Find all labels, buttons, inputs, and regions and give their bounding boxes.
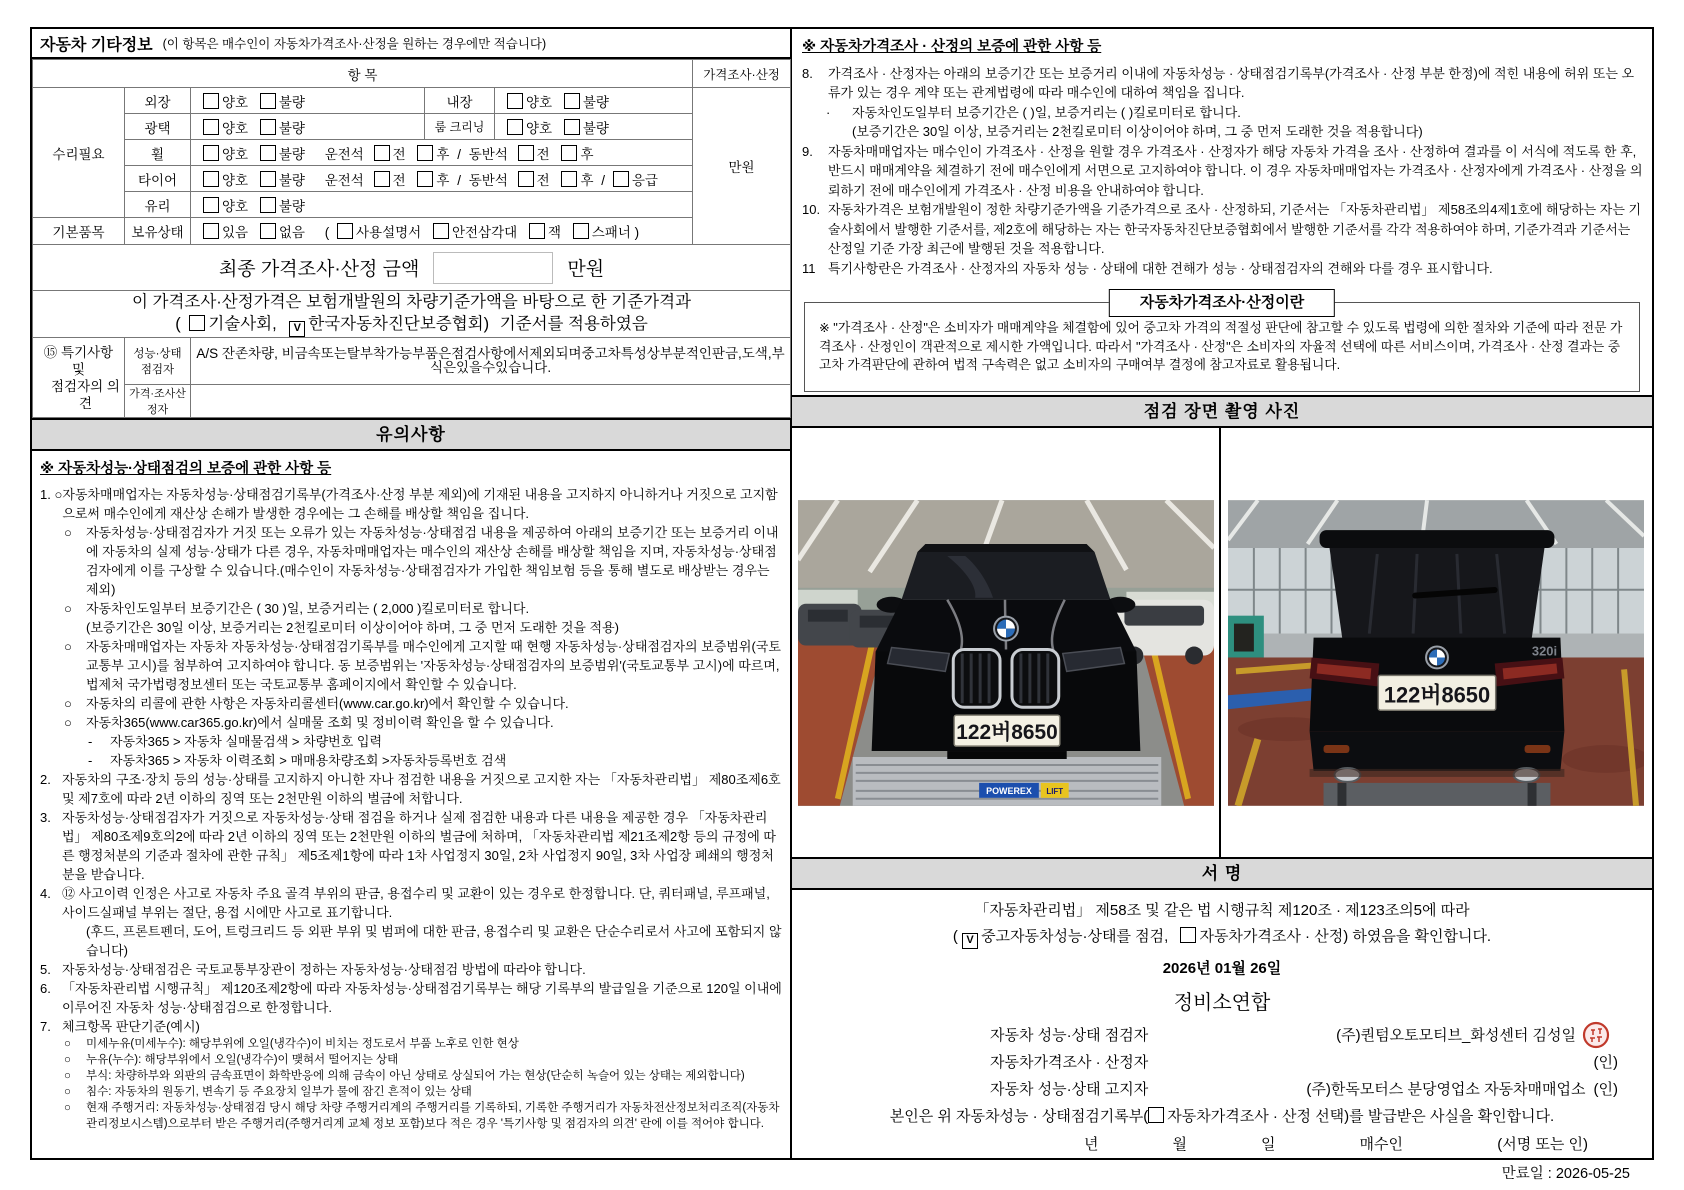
note-item (802, 142, 1644, 201)
buyer-confirm-line (792, 1102, 1652, 1126)
polish-bad-label: 불량 (278, 120, 305, 136)
note-item-text: 현재 주행거리: 자동차성능·상태점검 당시 해당 차량 주행거리계의 주행거리를 기록하되, 기록한 주행거리가 자동차전산정보처리조직(자동차관리정보시스템)으로부터 받은 주행거리(주행거리계 교체 정보 포함)보다 적은 경우 '특기사항 및 점검자의 의견' 란에 이를 적어야 합니다. (86, 1102, 780, 1130)
korean-name-seal (1582, 1021, 1610, 1049)
buyer-appraisal-label: 자동차가격조사 · 산정 선택 (1167, 1108, 1345, 1125)
buyer-day-label: 일 (1261, 1136, 1276, 1153)
polish-bad-checkbox[interactable] (260, 119, 276, 135)
note-item-marker (64, 618, 86, 637)
basis-line2 (36, 313, 787, 337)
bmw-roundel-rear (1426, 647, 1448, 669)
note-item (40, 979, 782, 1017)
tire-passenger-rear-checkbox[interactable] (561, 171, 577, 187)
interior-options (495, 88, 693, 114)
caution-section-bar: 유의사항 (32, 418, 790, 451)
note-item (88, 751, 782, 770)
tire-options (191, 166, 693, 192)
note-item-text: 자동차성능·상태점검자가 거짓으로 자동차성능·상태 점검을 하거나 실제 점검한 내용과 다른 내용을 제공한 경우 「자동차관리법」 제80조제9호의2에 따라 2년 이하의 징역 또는 2천만원 이하의 벌금에 처하며, 「자동차관리법 제21조제2항 등의 규정에 따른 행정처분의 기준과 절차에 관한 규칙」 제5조제1항에 따라 1차 사업정지 30일, 2차 사업정지 90일, 3차 사업장 폐쇄의 행정처분을 받습니다. (62, 810, 776, 882)
basis-lparen: ( (175, 315, 181, 333)
tire-passenger-front-label: 전 (536, 172, 550, 188)
polish-good-checkbox[interactable] (203, 119, 219, 135)
wheel-passenger-front-checkbox[interactable] (518, 145, 534, 161)
signature-row-seal-mark: (인) (1593, 1081, 1618, 1098)
other-info-table (32, 59, 791, 418)
exterior-good-checkbox[interactable] (203, 93, 219, 109)
note-item (40, 884, 782, 922)
room-cleaning-options (495, 114, 693, 140)
sign-lparen: ( (952, 928, 958, 945)
buyer-sign-or-seal-label: (서명 또는 인) (1497, 1136, 1588, 1153)
left-column (32, 29, 792, 1158)
performance-warranty-list (40, 485, 782, 1132)
signature-section (792, 890, 1652, 1182)
wheel-good-checkbox[interactable] (203, 145, 219, 161)
note-item (64, 1100, 782, 1132)
performance-warranty-heading: ※ 자동차성능·상태점검의 보증에 관한 사항 등 (40, 461, 332, 477)
basis-row (33, 291, 791, 338)
note-item-marker: ○ (64, 1038, 71, 1050)
lift-badge (979, 783, 1069, 798)
note-item-text: 부식: 차량하부와 외판의 금속표면이 화학반응에 의해 금속이 아닌 상태로 상실되어 가는 현상(단순히 녹슬어 있는 상태는 제외합니다) (86, 1070, 745, 1082)
note-item-marker: ○ (64, 1054, 71, 1066)
repair-category-label: 수리필요 (33, 88, 125, 218)
price-col-header: 가격조사·산정 (693, 60, 791, 88)
note-item (64, 523, 782, 599)
appraiser-opinion-text (191, 385, 791, 418)
tire-passenger-rear-label: 후 (580, 172, 594, 188)
tire-passenger-front-checkbox[interactable] (518, 171, 534, 187)
note-item-marker: ○ (64, 715, 72, 730)
note-item (64, 1052, 782, 1068)
appraisal-definition-box (804, 294, 1640, 392)
note-item-text: 자동차매매업자는 자동차 자동차성능·상태점검기록부를 매수인에게 고지할 때 현행 자동차성능·상태점검자의 보증범위(국토교통부 고시)를 첨부하여 고지하여야 합니다. 동 보증범위는 '자동차성능·상태점검자의 보증범위'(국토교통부 고시)에 따르며, 법제처 국가법령정보센터 또는 국토교통부 홈페이지에서 확인할 수 있습니다. (86, 639, 781, 692)
note-item (40, 485, 782, 523)
exterior-bad-label: 불량 (278, 94, 305, 110)
final-price-label: 최종 가격조사·산정 금액 (218, 259, 420, 280)
basic-have-label: 있음 (222, 225, 249, 240)
wheel-bad-label: 불량 (278, 146, 305, 162)
note-item-marker: 5. (40, 962, 51, 977)
photo-cell-rear (1221, 428, 1650, 857)
note-item (826, 122, 1644, 142)
note-item-text: 자동차의 구조·장치 등의 성능·상태를 고지하지 아니한 자나 점검한 내용을 거짓으로 고지한 자는 「자동차관리법」 제80조제6호 및 제7호에 따라 2년 이하의 징역 또는 2천만원 이하의 벌금에 처합니다. (62, 772, 781, 806)
appraisal-definition-title: 자동차가격조사·산정이란 (1109, 289, 1335, 317)
note-item-text: (보증기간은 30일 이상, 보증거리는 2천킬로미터 이상이어야 하며, 그 중 먼저 도래한 것을 적용합니다) (852, 124, 1423, 139)
performance-check-checkbox[interactable]: V (962, 933, 978, 949)
note-item (64, 694, 782, 713)
signature-row (792, 1075, 1652, 1102)
buyer-confirm-post: )를 발급받은 사실을 확인합니다. (1344, 1108, 1555, 1125)
signature-organization: 정비소연합 (1173, 992, 1271, 1014)
basic-none-label: 없음 (278, 225, 305, 240)
basic-rparen: ) (634, 225, 640, 240)
note-item-text: ⑫ 사고이력 인정은 사고로 자동차 주요 골격 부위의 판금, 용접수리 및 교환이 있는 경우로 한정합니다. 단, 쿼터패널, 루프패널, 사이드실패널 부위는 절단, 용접 시에만 사고로 표기합니다. (62, 886, 770, 920)
manual-label: 사용설명서 (355, 225, 422, 240)
wheel-driver-rear-checkbox[interactable] (417, 145, 433, 161)
note-item-marker: 7. (40, 1019, 51, 1034)
signature-law-line: 「자동차관리법」 제58조 및 같은 법 시행규칙 제120조 · 제123조의5에 따라 (974, 902, 1470, 919)
price-appraisal-notes (792, 29, 1652, 395)
price-appraisal-list (802, 64, 1644, 279)
tire-emergency-checkbox[interactable] (613, 171, 629, 187)
wheel-driver-front-checkbox[interactable] (374, 145, 390, 161)
interior-good-checkbox[interactable] (507, 93, 523, 109)
exterior-good-label: 양호 (222, 94, 249, 110)
note-item-marker (64, 922, 86, 960)
signature-row-label: 자동차 성능·상태 점검자 (990, 1027, 1149, 1044)
tire-slash: / (457, 172, 461, 188)
note-item-text: 「자동차관리법 시행규칙」 제120조제2항에 따라 자동차성능·상태점검기록부는 해당 기록부의 발급일을 기준으로 120일 이내에 이루어진 자동차 성능·상태점검으로 한정합니다. (62, 981, 782, 1015)
tire-bad-checkbox[interactable] (260, 171, 276, 187)
note-item-text: 자동차매매업자는 자동차성능·상태점검기록부(가격조사·산정 부분 제외)에 기재된 내용을 고지하지 아니하거나 거짓으로 고지함으로써 매수인에게 재산상 손해가 발생한 경우에는 그 손해를 배상할 책임을 집니다. (62, 487, 778, 521)
polish-options (191, 114, 425, 140)
note-item (64, 922, 782, 960)
price-unit-cell: 만원 (693, 88, 791, 245)
note-item-marker: ○ (64, 696, 72, 711)
note-item-marker: 8. (802, 65, 813, 81)
wheel-driver-label: 운전석 (324, 146, 364, 162)
note-item (802, 64, 1644, 103)
tire-driver-front-checkbox[interactable] (374, 171, 390, 187)
tire-driver-rear-label: 후 (436, 172, 450, 188)
tech-society-checkbox[interactable] (189, 315, 205, 331)
note-item-marker: ○ (64, 639, 72, 654)
signature-row-value: (주)한독모터스 분당영업소 자동차매매업소 (1306, 1081, 1586, 1098)
note-item (64, 599, 782, 618)
room-cleaning-bad-label: 불량 (582, 120, 609, 136)
note-item-text: 체크항목 판단기준(예시) (62, 1019, 200, 1034)
note-item-marker: 9. (802, 143, 813, 159)
signature-rows (792, 1015, 1652, 1102)
note-item-marker: - (88, 734, 93, 749)
wheel-driver-rear-label: 후 (436, 146, 450, 162)
tire-bad-label: 불량 (278, 172, 305, 188)
exterior-options (191, 88, 425, 114)
tire-label: 타이어 (125, 166, 191, 192)
inspector-opinion-text: A/S 잔존차량, 비금속또는탈부착가능부품은점검사항에서제외되며중고차특성상부분적인판금,도색,부식은있을수있습니다. (191, 338, 791, 385)
note-item (64, 637, 782, 694)
exterior-label: 외장 (125, 88, 191, 114)
wheel-passenger-front-label: 전 (536, 146, 550, 162)
wheel-slash: / (457, 146, 461, 162)
note-item-text: 자동차성능·상태점검은 국토교통부장관이 정하는 자동차성능·상태점검 방법에 따라야 합니다. (62, 962, 586, 977)
spanner-checkbox[interactable] (573, 223, 589, 239)
inspection-photos (792, 428, 1652, 857)
other-info-header (32, 29, 790, 59)
tire-good-label: 양호 (222, 172, 249, 188)
bmw-roundel-front (994, 617, 1018, 641)
interior-bad-label: 불량 (582, 94, 609, 110)
basis-line1: 이 가격조사·산정가격은 보험개발원의 차량기준가액을 바탕으로 한 기준가격과 (132, 293, 692, 311)
note-item (40, 770, 782, 808)
glass-label: 유리 (125, 192, 191, 218)
buyer-month-label: 월 (1172, 1136, 1187, 1153)
wheel-passenger-rear-label: 후 (580, 146, 594, 162)
inspector-opinion-label: 성능·상태점검자 (125, 338, 191, 385)
jack-checkbox[interactable] (529, 223, 545, 239)
special-notes-category (33, 338, 125, 418)
signature-row-label: 자동차가격조사 · 산정자 (990, 1054, 1149, 1071)
note-item-text: 미세누유(미세누수): 해당부위에 오일(냉각수)이 비치는 정도로서 부품 노후로 인한 현상 (86, 1038, 519, 1050)
glass-bad-label: 불량 (278, 198, 305, 214)
note-item (40, 1017, 782, 1036)
note-item-text: 침수: 자동차의 원동기, 변속기 등 주요장치 일부가 물에 잠긴 흔적이 있는 상태 (86, 1086, 472, 1098)
interior-good-label: 양호 (526, 94, 553, 110)
buyer-appraisal-checkbox[interactable] (1148, 1107, 1164, 1123)
interior-label: 내장 (425, 88, 495, 114)
rear-plate-number: 122버8650 (1383, 682, 1490, 708)
room-cleaning-bad-checkbox[interactable] (564, 119, 580, 135)
signature-section-bar: 서 명 (792, 857, 1652, 890)
signature-row (792, 1048, 1652, 1075)
signature-confirm-line (792, 920, 1652, 949)
note-item-marker: 6. (40, 981, 51, 996)
wheel-bad-checkbox[interactable] (260, 145, 276, 161)
performance-warranty-notes (32, 451, 790, 1132)
glass-options (191, 192, 693, 218)
glass-good-label: 양호 (222, 198, 249, 214)
note-item-text: 자동차365 > 자동차 실매물검색 > 차량번호 입력 (110, 734, 383, 749)
glass-bad-checkbox[interactable] (260, 197, 276, 213)
triangle-label: 안전삼각대 (451, 225, 518, 240)
tire-good-checkbox[interactable] (203, 171, 219, 187)
possession-label: 보유상태 (125, 218, 191, 245)
right-column (792, 29, 1652, 1182)
final-price-unit: 만원 (567, 259, 605, 280)
interior-bad-checkbox[interactable] (564, 93, 580, 109)
wheel-options (191, 140, 693, 166)
polish-good-label: 양호 (222, 120, 249, 136)
appraiser-opinion-label: 가격·조사산정자 (125, 385, 191, 418)
note-item (64, 618, 782, 637)
wheel-passenger-rear-checkbox[interactable] (561, 145, 577, 161)
note-item-marker: ○ (64, 525, 72, 540)
note-item-marker: 3. (40, 810, 51, 825)
lift-brand-text: POWEREX (985, 785, 1032, 796)
note-item (40, 960, 782, 979)
signature-date: 2026년 01월 26일 (1162, 960, 1282, 977)
items-header: 항 목 (33, 60, 693, 88)
tire-driver-rear-checkbox[interactable] (417, 171, 433, 187)
note-item (64, 1084, 782, 1100)
note-item (802, 259, 1644, 279)
note-item-marker: 2. (40, 772, 51, 787)
model-badge: 320i (1531, 643, 1557, 659)
note-item-marker: - (88, 753, 93, 768)
note-item-marker: 11 (802, 260, 816, 276)
front-plate-number: 122버8650 (955, 721, 1058, 745)
wheel-passenger-label: 동반석 (468, 146, 508, 162)
note-item-text: 자동차인도일부터 보증기간은 ( )일, 보증거리는 ( )킬로미터로 합니다. (852, 104, 1241, 120)
note-item (64, 1036, 782, 1052)
wheel-driver-front-label: 전 (392, 146, 406, 162)
note-item-marker: 10. (802, 202, 821, 217)
tire-driver-label: 운전석 (324, 172, 364, 188)
tire-passenger-label: 동반석 (468, 172, 508, 188)
note-item (802, 200, 1644, 259)
jack-label: 잭 (547, 225, 561, 240)
note-item-text: (보증기간은 30일 이상, 보증거리는 2천킬로미터 이상이어야 하며, 그 중 먼저 도래한 것을 적용) (86, 620, 620, 635)
note-item-marker: ○ (64, 1102, 71, 1114)
note-item (88, 732, 782, 751)
buyer-label: 매수인 (1359, 1136, 1403, 1153)
special-notes-cat-line2: 점검자의 의견 (51, 378, 120, 411)
room-cleaning-label: 룸 크리닝 (425, 114, 495, 140)
note-item (64, 1068, 782, 1084)
inspection-photo-front (798, 500, 1214, 806)
vehicle-record-form (30, 27, 1654, 1182)
polish-label: 광택 (125, 114, 191, 140)
buyer-confirm-pre: 본인은 위 자동차성능 · 상태점검기록부( (889, 1108, 1149, 1125)
final-price-row (33, 245, 791, 291)
note-item-text: 자동차가격은 보험개발원이 정한 차량기준가액을 기준가격으로 조사 · 산정하되, 기준서는 「자동차관리법」 제58조의4제1호에 해당하는 자는 기술사회에서 발행한 기준서를, 제2호에 해당하는 자는 한국자동차진단보증협회에서 발행한 기준서를 각각 적용하여야 하며, 기준가격과 기준서는 산정일 기준 가장 최근에 발행된 것을 적용합니다. (828, 202, 1642, 256)
inspection-photo-rear (1228, 500, 1644, 806)
exterior-bad-checkbox[interactable] (260, 93, 276, 109)
note-item-text: 자동차의 리콜에 관한 사항은 자동차리콜센터(www.car.go.kr)에서 확인할 수 있습니다. (86, 696, 569, 711)
buyer-signature-line (792, 1126, 1652, 1154)
room-cleaning-good-label: 양호 (526, 120, 553, 136)
note-item (826, 103, 1644, 123)
photo-cell-front (792, 428, 1221, 857)
note-item-marker (826, 122, 852, 142)
signature-row-label: 자동차 성능·상태 고지자 (990, 1081, 1149, 1098)
note-item-text: (후드, 프론트펜더, 도어, 트렁크리드 등 외판 부위 및 범퍼에 대한 판금, 용접수리 및 교환은 단순수리로서 사고에 포함되지 않습니다) (86, 924, 782, 958)
note-item-text: 자동차365(www.car365.go.kr)에서 실매물 조회 및 정비이력 확인을 할 수 있습니다. (86, 715, 554, 730)
basic-lparen: ( (324, 225, 330, 240)
note-item (40, 808, 782, 884)
tech-society-label: 기술사회, (208, 315, 277, 333)
wheel-good-label: 양호 (222, 146, 249, 162)
price-appraisal-checkbox[interactable] (1180, 927, 1196, 943)
note-item-text: 특기사항란은 가격조사 · 산정자의 자동차 성능 · 상태에 대한 견해가 성능 · 상태점검자의 견해와 다를 경우 표시합니다. (828, 260, 1493, 276)
note-item (64, 713, 782, 732)
signature-row-seal-mark: (인) (1593, 1054, 1618, 1071)
performance-check-label: 중고자동차성능·상태를 점검, (981, 928, 1169, 945)
appraisal-definition-text: ※ "가격조사 · 산정"은 소비자가 매매계약을 체결함에 있어 중고차 가격의 적절성 판단에 참고할 수 있도록 법령에 의한 절차와 기준에 따라 전문 가격조사 · 산정인이 객관적으로 제시한 가액입니다. 따라서 "가격조사 · 산정"은 소비자의 자율적 선택에 따른 서비스이며, 가격조사 · 산정 결과는 중고차 가격판단에 관하여 법적 구속력은 없고 소비자의 구매여부 결정에 참고자료로 활용됩니다. (819, 320, 1623, 372)
other-info-subtitle: (이 항목은 매수인이 자동차가격조사·산정을 원하는 경우에만 적습니다) (162, 37, 547, 51)
special-notes-cat-line1: ⑮ 특기사항 및 (43, 344, 114, 377)
triangle-checkbox[interactable] (433, 223, 449, 239)
kada-label: 한국자동차진단보증협회) (308, 315, 490, 333)
note-item-text: 자동차365 > 자동차 이력조회 > 매매용차량조회 >자동차등록번호 검색 (110, 753, 507, 768)
note-item-text: 자동차인도일부터 보증기간은 ( 30 )일, 보증거리는 ( 2,000 )킬로미터로 합니다. (86, 601, 530, 616)
note-item-text: 자동차성능·상태점검자가 거짓 또는 오류가 있는 자동차성능·상태점검 내용을 제공하여 아래의 보증기간 또는 보증거리 이내에 자동차의 실제 성능·상태가 다른 경우, 자동차매매업자는 매수인의 재산상 손해를 배상할 책임을 지며, 자동차성능·상태점검자에게 이를 구상할 수 있습니다.(매수인이 자동차성능·상태점검자가 가입한 책임보험 등을 통해 별도로 배상받는 경우는 제외) (86, 525, 779, 597)
signature-row-value: (주)퀀텀오토모티브_화성센터 김성일 (1336, 1027, 1576, 1044)
note-item-marker: ○ (64, 1070, 71, 1082)
other-info-title: 자동차 기타정보 (40, 36, 153, 54)
glass-good-checkbox[interactable] (203, 197, 219, 213)
note-item-marker: · (826, 104, 831, 120)
expiry-date: 만료일 : 2026-05-25 (1501, 1166, 1630, 1182)
spanner-label: 스패너 (591, 225, 631, 240)
note-item-marker: 4. (40, 886, 51, 901)
tire-driver-front-label: 전 (392, 172, 406, 188)
basic-none-checkbox[interactable] (260, 223, 276, 239)
photo-section-bar: 점검 장면 촬영 사진 (792, 395, 1652, 428)
note-item-marker: ○ (64, 1086, 71, 1098)
price-appraisal-label: 자동차가격조사 · 산정) 하였음을 확인합니다. (1199, 928, 1492, 945)
room-cleaning-good-checkbox[interactable] (507, 119, 523, 135)
basic-have-checkbox[interactable] (203, 223, 219, 239)
basis-tail: 기준서를 적용하였음 (499, 315, 648, 333)
wheel-label: 휠 (125, 140, 191, 166)
basic-items-options (191, 218, 693, 245)
price-appraisal-heading: ※ 자동차가격조사 · 산정의 보증에 관한 사항 등 (802, 39, 1102, 55)
note-item-marker: 1. ○ (40, 487, 63, 502)
basic-items-label: 기본품목 (33, 218, 125, 245)
note-item-text: 누유(누수): 해당부위에서 오일(냉각수)이 맺혀서 떨어지는 상태 (86, 1054, 399, 1066)
tire-emergency-label: 응급 (631, 172, 658, 188)
kada-checkbox[interactable]: V (289, 321, 305, 337)
lift-label-text: LIFT (1045, 786, 1063, 796)
tire-slash2: / (601, 172, 606, 188)
signature-row (792, 1021, 1652, 1048)
note-item-marker: ○ (64, 601, 72, 616)
note-item-text: 가격조사 · 산정자는 아래의 보증기간 또는 보증거리 이내에 자동차성능 · 상태점검기록부(가격조사 · 산정 부분 한정)에 적힌 내용에 허위 또는 오류가 있는 경우 계약 또는 관계법령에 따라 매수인에 대하여 책임을 집니다. (828, 65, 1635, 100)
final-price-input[interactable] (433, 252, 553, 284)
manual-checkbox[interactable] (337, 223, 353, 239)
buyer-year-label: 년 (1084, 1136, 1099, 1153)
note-item-text: 자동차매매업자는 매수인이 가격조사 · 산정을 원할 경우 가격조사 · 산정자가 해당 자동차 가격을 조사 · 산정하여 결과를 이 서식에 적도록 한 후, 반드시 매매계약을 체결하기 전에 매수인에게 서면으로 고지하여야 합니다. 이 경우 자동차매매업자는 가격조사 · 산정자에게 가격조사 · 산정을 의뢰하기 전에 매수인에게 가격조사 · 산정 비용을 안내하여야 합니다. (828, 143, 1643, 198)
